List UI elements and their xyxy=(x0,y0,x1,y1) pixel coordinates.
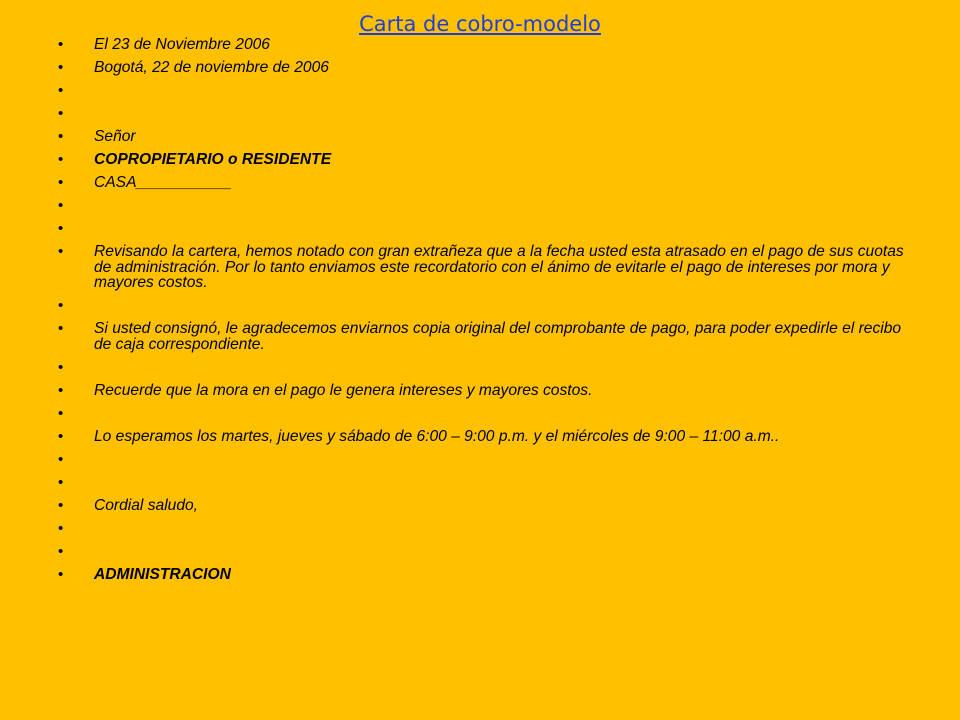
bullet-icon: • xyxy=(58,565,64,583)
list-item xyxy=(58,383,918,399)
bullet-icon: • xyxy=(58,59,64,76)
list-item xyxy=(58,175,918,191)
list-item xyxy=(58,498,918,514)
title-link[interactable]: Carta de cobro-modelo xyxy=(359,12,601,36)
list-item xyxy=(58,198,918,214)
bullet-icon: • xyxy=(58,297,64,314)
bullet-icon: • xyxy=(58,174,64,191)
bullet-icon: • xyxy=(58,220,64,237)
paragraph-reminder: Recuerde que la mora en el pago le genera intereses y mayores costos. xyxy=(94,381,593,399)
bullet-icon: • xyxy=(58,243,64,260)
list-item xyxy=(58,406,918,422)
bullet-icon: • xyxy=(58,358,64,376)
date-line: El 23 de Noviembre 2006 xyxy=(94,36,270,53)
list-item xyxy=(58,298,918,314)
bullet-icon: • xyxy=(58,128,64,145)
list-item xyxy=(58,360,918,376)
bullet-icon: • xyxy=(58,105,64,122)
bullet-icon: • xyxy=(58,320,64,337)
list-item xyxy=(58,129,918,145)
list-item xyxy=(58,452,918,468)
list-item xyxy=(58,521,918,537)
salutation-line: Señor xyxy=(94,128,136,145)
list-item xyxy=(58,567,918,583)
bullet-icon: • xyxy=(58,82,64,99)
list-item xyxy=(58,106,918,122)
bullet-icon: • xyxy=(58,151,64,168)
list-item xyxy=(58,37,918,53)
list-item xyxy=(58,475,918,491)
list-item xyxy=(58,152,918,168)
signature-line: ADMINISTRACION xyxy=(94,565,231,583)
paragraph-schedule: Lo esperamos los martes, jueves y sábado de 6:00 – 9:00 p.m. y el miércoles de 9:00 – 11:00 a.m.. xyxy=(94,427,780,445)
bullet-icon: • xyxy=(58,381,64,399)
list-item xyxy=(58,60,918,76)
bullet-icon: • xyxy=(58,496,64,514)
bullet-icon: • xyxy=(58,404,64,422)
place-date-line: Bogotá, 22 de noviembre de 2006 xyxy=(94,59,329,76)
list-item xyxy=(58,221,918,237)
bullet-icon: • xyxy=(58,519,64,537)
list-item xyxy=(58,544,918,560)
closing-line: Cordial saludo, xyxy=(94,496,199,514)
bullet-icon: • xyxy=(58,450,64,468)
paragraph-payment: Si usted consignó, le agradecemos enviarnos copia original del comprobante de pago, para poder expedirle el recibo de caja correspondiente. xyxy=(94,320,902,353)
page-title[interactable] xyxy=(0,9,960,39)
list-item xyxy=(58,429,918,445)
list-item xyxy=(58,83,918,99)
bullet-icon: • xyxy=(58,427,64,445)
bullet-icon: • xyxy=(58,36,64,53)
bullet-icon: • xyxy=(58,542,64,560)
list-item xyxy=(58,244,918,291)
bullet-icon: • xyxy=(58,197,64,214)
letter-body-list xyxy=(58,37,918,582)
bullet-icon: • xyxy=(58,473,64,491)
list-item xyxy=(58,321,918,352)
paragraph-review: Revisando la cartera, hemos notado con gran extrañeza que a la fecha usted esta atrasado en el pago de sus cuotas de administración. Por lo tanto enviamos este recordatorio con el ánimo de evitarle el pago de intereses por mora y mayores costos. xyxy=(94,243,904,291)
house-line: CASA___________ xyxy=(94,174,232,191)
recipient-line: COPROPIETARIO o RESIDENTE xyxy=(94,151,332,168)
